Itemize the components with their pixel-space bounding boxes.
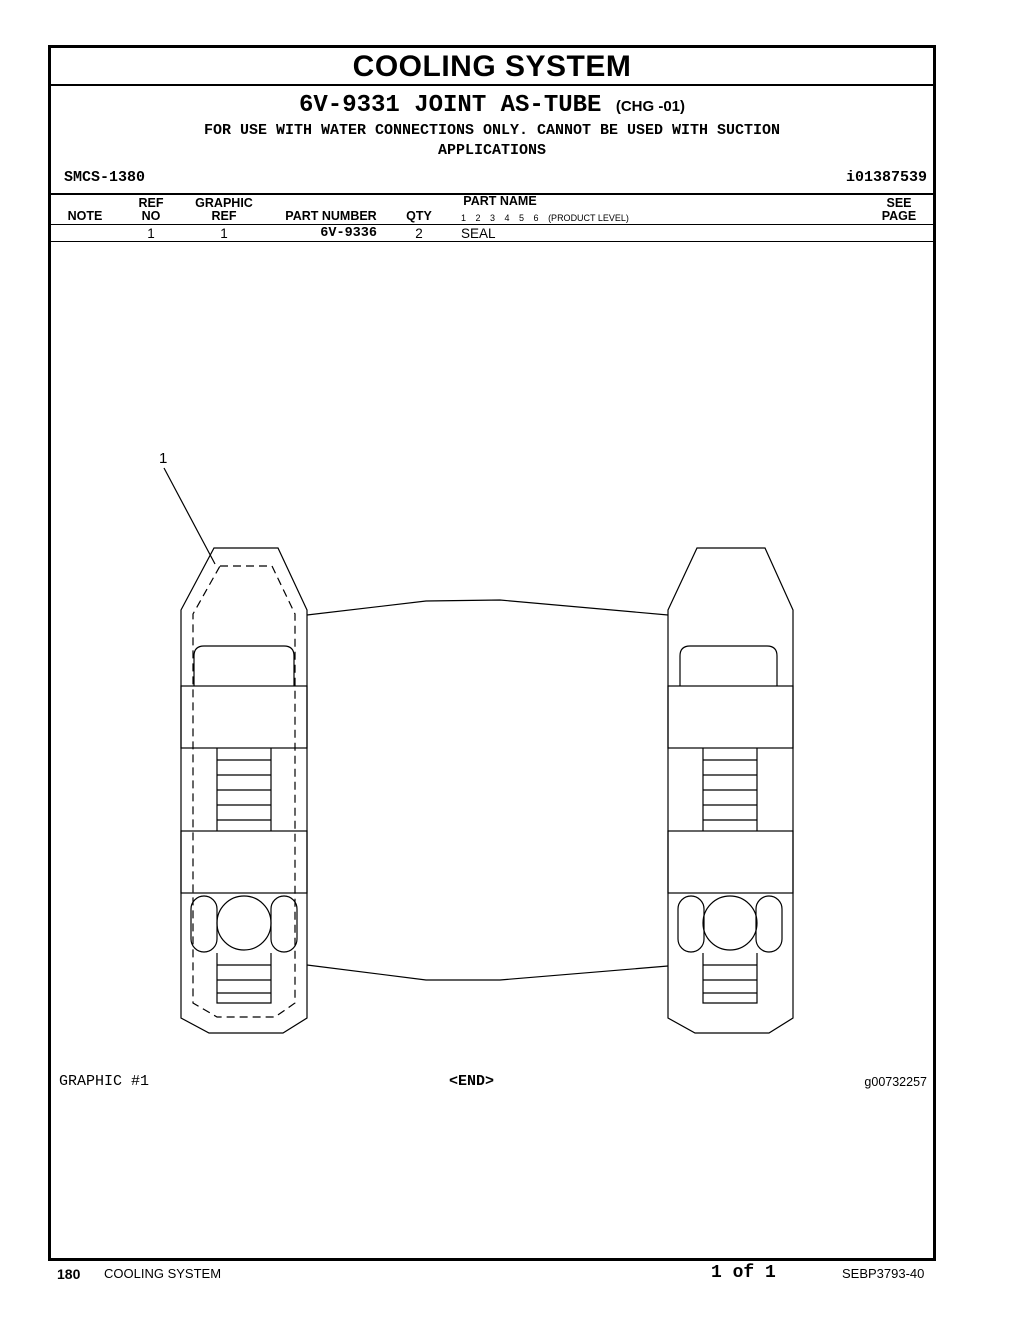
right-clamp (668, 548, 793, 1033)
left-clamp (181, 548, 307, 1033)
graphic-label: GRAPHIC #1 (59, 1073, 150, 1090)
footer-section: COOLING SYSTEM (104, 1266, 222, 1281)
col-note-header: NOTE (67, 209, 103, 223)
product-level-numbers: 1 2 3 4 5 6 (461, 213, 539, 223)
col-graphic-ref-header-line2: REF (211, 209, 237, 223)
seal-outline (193, 566, 295, 1017)
change-level: (CHG -01) (615, 98, 686, 115)
col-part-number-header: PART NUMBER (285, 209, 377, 223)
row-ref-no: 1 (147, 226, 155, 241)
page-frame (48, 45, 936, 1261)
row-part-name: SEAL (461, 226, 496, 241)
usage-note-line2: APPLICATIONS (437, 142, 547, 159)
row-graphic-ref: 1 (220, 226, 228, 241)
tube-top-edge (307, 600, 668, 615)
callout-leader (164, 468, 215, 564)
document-identifier: i01387539 (845, 169, 927, 186)
row-qty: 2 (415, 226, 423, 241)
col-graphic-ref-header-line1: GRAPHIC (195, 196, 253, 210)
callout-number: 1 (159, 450, 168, 467)
col-qty-header: QTY (406, 209, 432, 223)
product-level-label: (PRODUCT LEVEL) (548, 213, 629, 223)
graphic-id: g00732257 (864, 1075, 927, 1089)
smcs-code: SMCS-1380 (64, 169, 146, 186)
row-part-number: 6V-9336 (320, 226, 377, 241)
col-see-page-header-line1: SEE (886, 196, 912, 210)
page-of: 1 of 1 (711, 1263, 776, 1283)
col-see-page-header-line2: PAGE (881, 209, 917, 223)
tube-bottom-edge (307, 965, 668, 980)
section-title: COOLING SYSTEM (51, 48, 933, 86)
page-number: 180 (57, 1266, 81, 1282)
document-number: SEBP3793-40 (842, 1266, 925, 1281)
part-name: 6V-9331 JOINT AS-TUBE (298, 92, 602, 119)
usage-note-line1: FOR USE WITH WATER CONNECTIONS ONLY. CANNOT BE USED WITH SUCTION (203, 122, 781, 139)
col-part-name-header: PART NAME (463, 194, 537, 208)
col-ref-no-header-line2: NO (141, 209, 161, 223)
end-marker: <END> (449, 1073, 495, 1090)
col-ref-no-header-line1: REF (138, 196, 164, 210)
